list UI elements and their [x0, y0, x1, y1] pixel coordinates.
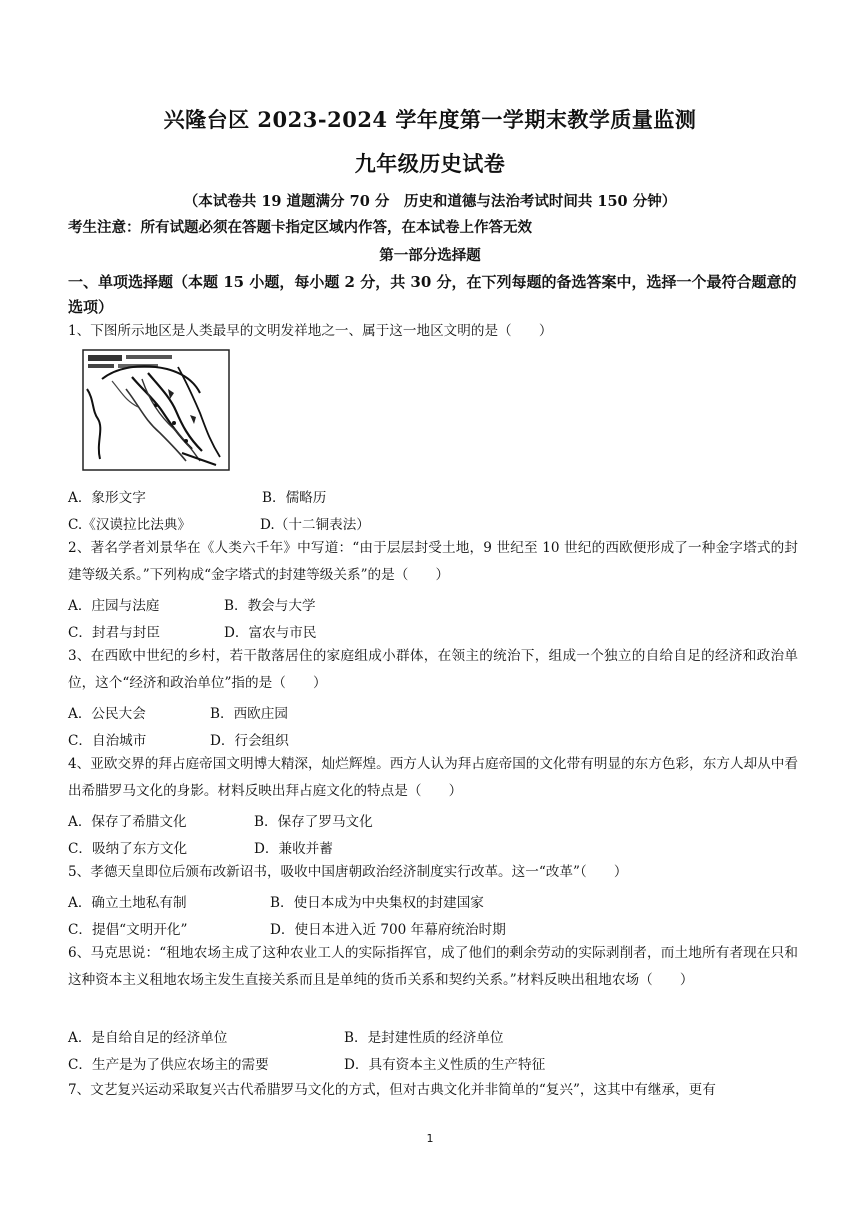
q3-option-a: A．公民大会: [68, 706, 146, 722]
q5-option-b: B．使日本成为中央集权的封建国家: [270, 895, 484, 911]
q6-option-b: B．是封建性质的经济单位: [344, 1030, 504, 1046]
q2-option-c: C．封君与封臣: [68, 625, 160, 641]
q4-option-b: B．保存了罗马文化: [254, 814, 373, 830]
q2-option-b: B．教会与大学: [224, 598, 316, 614]
q6-option-d: D．具有资本主义性质的生产特征: [344, 1057, 546, 1073]
q3-option-b: B．西欧庄园: [210, 706, 288, 722]
question-7-stem: 7、文艺复兴运动采取复兴古代希腊罗马文化的方式，但对古典文化并非简单的“复兴”，这其中有继承，更有: [68, 1082, 716, 1098]
q5-option-a: A．确立土地私有制: [68, 895, 187, 911]
part-heading: 第一部分选择题: [379, 247, 481, 264]
q1-option-a: A．象形文字: [68, 490, 146, 506]
exam-notice: 考生注意：所有试题必须在答题卡指定区域内作答，在本试卷上作答无效: [68, 219, 532, 236]
exam-subtitle: 九年级历史试卷: [354, 151, 506, 176]
q2-option-a: A．庄园与法庭: [68, 598, 160, 614]
q5-option-c: C．提倡“文明开化”: [68, 922, 188, 938]
mesopotamia-map-image: [82, 349, 230, 471]
exam-info: （本试卷共 19 道题满分 70 分 历史和道德与法治考试时间共 150 分钟）: [183, 193, 677, 210]
page-number: 1: [426, 1132, 434, 1145]
q6-option-a: A．是自给自足的经济单位: [68, 1030, 228, 1046]
question-1-stem: 1、下图所示地区是人类最早的文明发祥地之一、属于这一地区文明的是（ ）: [68, 323, 553, 339]
question-3-stem: 3、在西欧中世纪的乡村，若干散落居住的家庭组成小群体，在领主的统治下，组成一个独立的自给自足的经济和政治单位，这个“经济和政治单位”指的是（ ）: [68, 648, 798, 691]
q2-option-d: D．富农与市民: [224, 625, 317, 641]
question-4-stem: 4、亚欧交界的拜占庭帝国文明博大精深，灿烂辉煌。西方人认为拜占庭帝国的文化带有明显的东方色彩，东方人却从中看出希腊罗马文化的身影。材料反映出拜占庭文化的特点是（ ）: [68, 756, 798, 799]
q1-option-d: D.（十二铜表法）: [260, 517, 370, 533]
q6-option-c: C．生产是为了供应农场主的需要: [68, 1057, 269, 1073]
question-6-stem: 6、马克思说：“租地农场主成了这种农业工人的实际指挥官，成了他们的剩余劳动的实际剥削者，而土地所有者现在只和这种资本主义租地农场主发生直接关系而且是单纯的货币关系和契约关系。”材料反映出租地农场（ ）: [68, 945, 798, 988]
section-heading: 一、单项选择题（本题 15 小题，每小题 2 分，共 30 分，在下列每题的备选答案中，选择一个最符合题意的选项）: [68, 273, 797, 316]
q3-option-c: C．自治城市: [68, 733, 147, 749]
q1-option-b: B．儒略历: [262, 490, 327, 506]
exam-title: 兴隆台区 2023-2024 学年度第一学期末教学质量监测: [163, 107, 697, 132]
q4-option-a: A．保存了希腊文化: [68, 814, 187, 830]
q3-option-d: D．行会组织: [210, 733, 289, 749]
q4-option-c: C．吸纳了东方文化: [68, 841, 188, 857]
q4-option-d: D．兼收并蓄: [254, 841, 333, 857]
question-5-stem: 5、孝德天皇即位后颁布改新诏书，吸收中国唐朝政治经济制度实行改革。这一“改革”（ ）: [68, 864, 628, 880]
question-2-stem: 2、著名学者刘景华在《人类六千年》中写道：“由于层层封受土地，9 世纪至 10 世纪的西欧便形成了一种金字塔式的封建等级关系。”下列构成“金字塔式的封建等级关系”的是（ ）: [68, 540, 798, 583]
q1-option-c: C.《汉谟拉比法典》: [68, 517, 191, 533]
q5-option-d: D．使日本进入近 700 年幕府统治时期: [270, 922, 506, 938]
